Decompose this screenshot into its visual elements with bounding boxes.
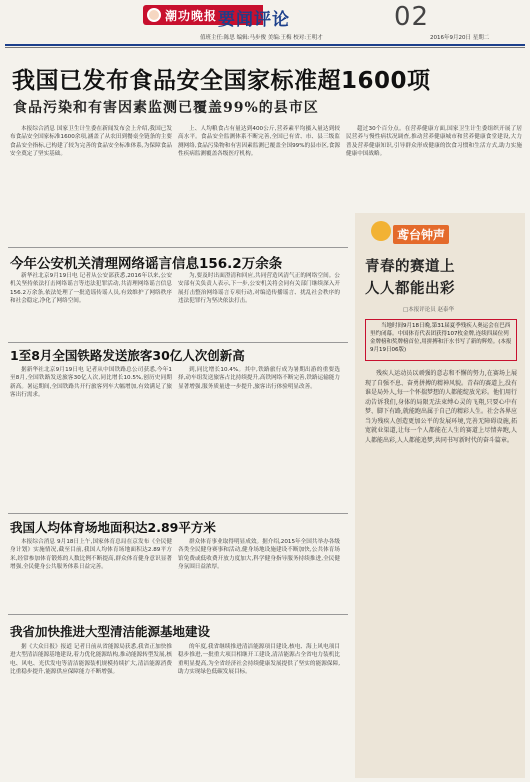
- logo-text: 潮功晚报: [165, 9, 218, 23]
- sun-icon: [371, 221, 391, 241]
- issue-date: 2016年9月20日 星期二: [430, 35, 490, 41]
- energy-body-col1: 据《大众日报》报道 记者日前从省能源局获悉,我省正加快推进大型清洁能源基地建设,着力优化能源结构,推动能源转型发展,核电、风电、光伏发电等清洁能源装机规模持续扩大,清洁能源消费比重稳步提升,能源供应保障能力不断增强。: [10, 644, 172, 675]
- sports-body-col1: 本报综合消息 9月18日上午,国家体育总局在京发布《全民健身计划》实施情况,截至目前,我国人均体育场地面积达2.89平方米,经常参加体育锻炼的人数比例不断提高,群众体育健身意识显著增强,全民健身公共服务体系日益完善。: [10, 539, 172, 570]
- rail-body-col2: 到,同比增长10.4%。其中,铁路旅行成为暑期出游的重要选择,动车组发送旅客占比持续提升,高铁网络不断完善,铁路运输能力显著增强,服务质量进一步提升,旅客出行体验明显改善。: [178, 367, 340, 390]
- divider: [8, 342, 348, 343]
- sports-headline: 我国人均体育场地面积达2.89平方米: [10, 520, 216, 535]
- commentary-body: 残疾人运动员以顽强的意志和不懈的努力,在赛场上展现了自强不息、奋勇拼搏的精神风貌。青春的赛道上,没有谁是局外人,每一个怀揣梦想的人都能绽放光彩。他们用行动告诉我们,身体的局限无法束缚心灵的飞翔,只要心中有梦、脚下有路,就能跑出属于自己的精彩人生。社会各界应当为残疾人创造更加公平的发展环境,完善无障碍设施,拓宽就业渠道,让每一个人都能在人生的赛道上尽情奔跑,人人都能出彩,人人都能追梦,共同书写新时代的奋斗篇章。: [365, 370, 517, 444]
- energy-body-col2: 的年度,我省继续推进清洁能源项目建设,核电、海上风电项目稳步推进,一批重大项目相继开工建设,清洁能源占全省电力装机比重明显提高,为全省经济社会持续健康发展提供了坚实的能源保障,助力实现绿色低碳发展目标。: [178, 644, 340, 675]
- divider: [8, 247, 348, 248]
- section-title: 要闻评论: [218, 10, 290, 30]
- meta-row: [0, 30, 530, 42]
- energy-headline: 我省加快推进大型清洁能源基地建设: [10, 624, 211, 639]
- divider: [8, 614, 348, 615]
- lead-subheadline: 食品污染和有害因素监测已覆盖99%的县市区: [13, 100, 319, 116]
- sports-body-col2: 群众体育事业取得明显成效。据介绍,2015年全国共举办各级各类全民健身赛事和活动,健身场地设施建设不断加快,公共体育场馆免费或低收费开放力度加大,科学健身指导服务持续推进,全民健身氛围日益浓厚。: [178, 539, 340, 570]
- masthead: [0, 0, 530, 30]
- column-brand: 鸢台钟声: [393, 225, 449, 244]
- commentary-sidebar: [355, 213, 525, 778]
- commentary-news-box: 当地时间9月18日晚,第31届夏季残疾人奥运会在巴西里约闭幕。中国体育代表团获得107枚金牌,连续四届位列金牌榜和奖牌榜首位,用拼搏和汗水书写了新的辉煌。(本报9月19日06版): [365, 319, 517, 361]
- rumor-headline: 今年公安机关清理网络谣言信息156.2万余条: [10, 256, 283, 272]
- rail-body-col1: 据新华社北京9月19日电 记者从中国铁路总公司获悉,今年1至8月,全国铁路发送旅客30亿人次,同比增长10.5%,创历史同期新高。暑运期间,全国铁路共开行旅客列车大幅增加,有效满足了旅客出行需求。: [10, 367, 172, 398]
- rumor-body-col2: 为,要及时出面澄清和回应,共同营造风清气正的网络空间。公安部有关负责人表示,下一步,公安机关将会同有关部门继续深入开展打击整治网络谣言专项行动,对编造传播谣言、扰乱社会秩序的违法犯罪行为坚决依法打击。: [178, 273, 340, 304]
- sidebar-header: [355, 217, 525, 247]
- masthead-rule-thin: [5, 47, 525, 48]
- lead-body-col2: 上、人均粮食占有量达到400公斤,营养素平均摄入量达到较高水平。食品安全监测体系不断完善,全国已有省、市、县三级监测网络,食品污染物和有害因素监测已覆盖全国99%的县市区,食源性疾病监测覆盖各级医疗机构。: [178, 126, 340, 157]
- commentary-title-line1: 青春的赛道上: [365, 259, 455, 275]
- lead-body-col1: 本报综合消息 国家卫生计生委在新闻发布会上介绍,我国已发布食品安全国家标准1600余项,涵盖了从农田到餐桌全链条的主要食品安全指标,已构建了较为完善的食品安全标准体系,为保障食品安全奠定了坚实基础。: [10, 126, 172, 157]
- rumor-body-col1: 新华社北京9月19日电 记者从公安部获悉,2016年以来,公安机关坚持依法打击网络谣言等违法犯罪活动,共清理网络谣言信息156.2万余条,依法处理了一批造谣传谣人员,有效维护了网络秩序和社会稳定,净化了网络空间。: [10, 273, 172, 304]
- commentary-byline: □本报评论员 赵泰华: [403, 307, 454, 313]
- masthead-rule: [5, 44, 525, 46]
- logo-emblem-icon: [147, 8, 161, 22]
- lead-headline: 我国已发布食品安全国家标准超1600项: [12, 68, 431, 94]
- divider: [8, 513, 348, 514]
- rail-headline: 1至8月全国铁路发送旅客30亿人次创新高: [10, 348, 245, 363]
- page-number: 02: [394, 2, 430, 32]
- commentary-title-line2: 人人都能出彩: [365, 281, 455, 297]
- editor-credits: 值班主任:陈思 编辑:马步俊 美编:王梅 校对:王明才: [200, 35, 323, 41]
- lead-body-col3: 超过30个百分点。在营养健康方面,国家卫生计生委组织开展了居民营养与慢性病状况调查,推动营养健康城市和营养健康食堂建设,大力普及营养健康知识,引导群众形成健康的饮食习惯和生活方式,助力实施健康中国战略。: [346, 126, 522, 157]
